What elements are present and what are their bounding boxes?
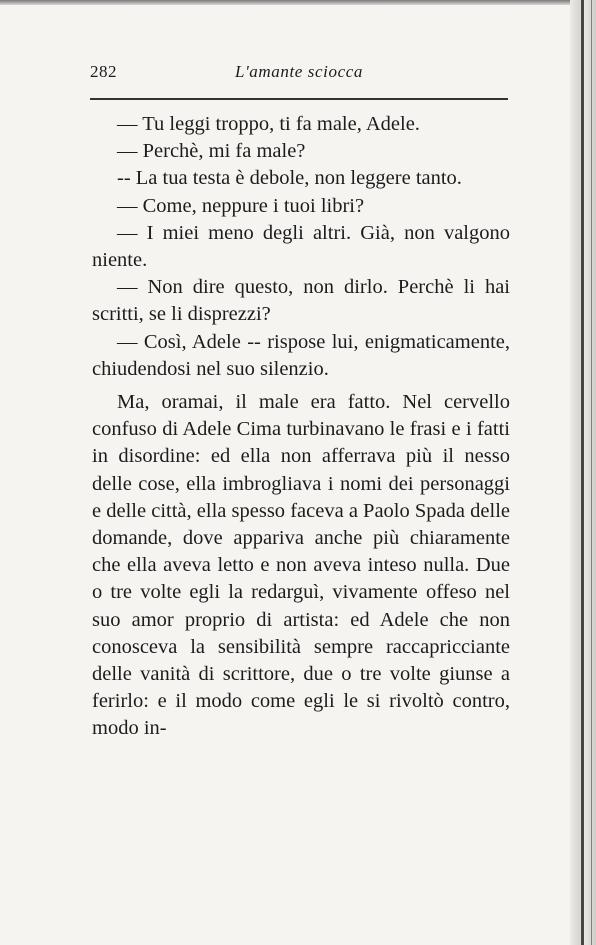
paragraph: Ma, oramai, il male era fatto. Nel cervello confuso di Adele Cima turbinavano le frasi e i fatti in disordine: ed ella non afferrava più il nesso delle cose, ella imbrogliava i nomi dei personaggi e delle città, ella spesso faceva a Paolo Spada delle domande, dove appariva anche più chiaramente che ella aveva letto e non aveva inteso nulla. Due o tre volte egli la redarguì, vivamente offeso nel suo amor proprio di artista: ed Adele che non conosceva la sensibilità sempre raccapricciante delle vanità di scrittore, due o tre volte giunse a ferirlo: e il modo come egli le si rivoltò contro, modo in- [92, 391, 510, 740]
paragraph: — Come, neppure i tuoi libri? [117, 194, 365, 217]
paragraph: — I miei meno degli altri. Già, non valgono niente. [92, 221, 510, 272]
paragraph: — Perchè, mi fa male? [117, 140, 306, 163]
binding-line-thin [591, 0, 592, 945]
body-text [92, 111, 510, 743]
running-head: L'amante sciocca [235, 62, 363, 81]
header-rule [90, 98, 508, 100]
binding-line [581, 0, 584, 945]
paragraph: — Così, Adele -- rispose lui, enigmaticamente, chiudendosi nel suo silenzio. [92, 330, 510, 380]
page-number: 282 [90, 62, 117, 81]
paragraph: — Non dire questo, non dirlo. Perchè li hai scritti, se li disprezzi? [92, 276, 510, 326]
paragraph: -- La tua testa è debole, non leggere tanto. [117, 167, 462, 190]
paragraph: — Tu leggi troppo, ti fa male, Adele. [117, 113, 420, 135]
page-top-edge [0, 0, 596, 5]
page-header [90, 60, 508, 86]
